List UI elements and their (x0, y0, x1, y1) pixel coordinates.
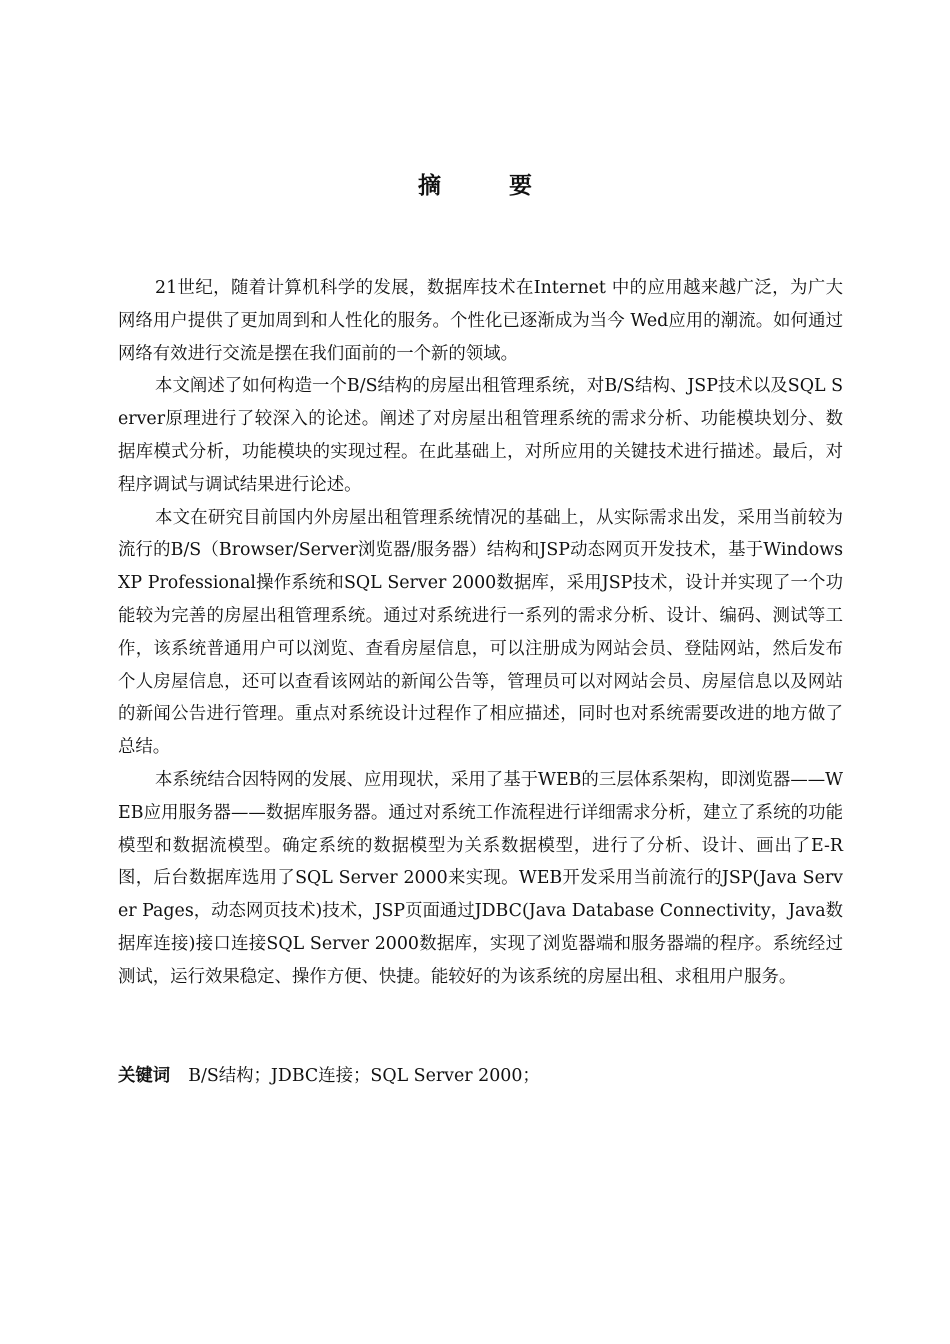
paragraph-4: 本系统结合因特网的发展、应用现状，采用了基于WEB的三层体系架构，即浏览器——WEB应用服务器——数据库服务器。通过对系统工作流程进行详细需求分析，建立了系统的功能模型和数据流模型。确定系统的数据模型为关系数据模型，进行了分析、设计、画出了E-R图，后台数据库选用了SQL Server 2000来实现。WEB开发采用当前流行的JSP(Java Server Pages，动态网页技术)技术，JSP页面通过JDBC(Java Database Connectivity，Java数据库连接)接口连接SQL Server 2000数据库，实现了浏览器端和服务器端的程序。系统经过测试，运行效果稳定、操作方便、快捷。能较好的为该系统的房屋出租、求租用户服务。 (118, 769, 843, 987)
keywords-line (118, 1060, 843, 1092)
abstract-title: 摘 要 (417, 173, 562, 199)
paragraph-2: 本文阐述了如何构造一个B/S结构的房屋出租管理系统，对B/S结构、JSP技术以及SQL Server原理进行了较深入的论述。阐述了对房屋出租管理系统的需求分析、功能模块划分、数据库模式分析，功能模块的实现过程。在此基础上，对所应用的关键技术进行描述。最后，对程序调试与调试结果进行论述。 (118, 376, 843, 495)
keywords-label: 关键词 (118, 1066, 171, 1086)
keywords-text: B/S结构；JDBC连接；SQL Server 2000； (188, 1066, 540, 1086)
paragraph-1: 21世纪，随着计算机科学的发展，数据库技术在Internet 中的应用越来越广泛，为广大网络用户提供了更加周到和人性化的服务。个性化已逐渐成为当今 Wed应用的潮流。如何通过网络有效进行交流是摆在我们面前的一个新的领域。 (118, 278, 843, 364)
abstract-body (118, 272, 843, 994)
paragraph-3: 本文在研究目前国内外房屋出租管理系统情况的基础上，从实际需求出发，采用当前较为流行的B/S（Browser/Server浏览器/服务器）结构和JSP动态网页开发技术，基于Windows XP Professional操作系统和SQL Server 2000数据库，采用JSP技术，设计并实现了一个功能较为完善的房屋出租管理系统。通过对系统进行一系列的需求分析、设计、编码、测试等工作，该系统普通用户可以浏览、查看房屋信息，可以注册成为网站会员、登陆网站，然后发布个人房屋信息，还可以查看该网站的新闻公告等，管理员可以对网站会员、房屋信息以及网站的新闻公告进行管理。重点对系统设计过程作了相应描述，同时也对系统需要改进的地方做了总结。 (118, 507, 843, 758)
